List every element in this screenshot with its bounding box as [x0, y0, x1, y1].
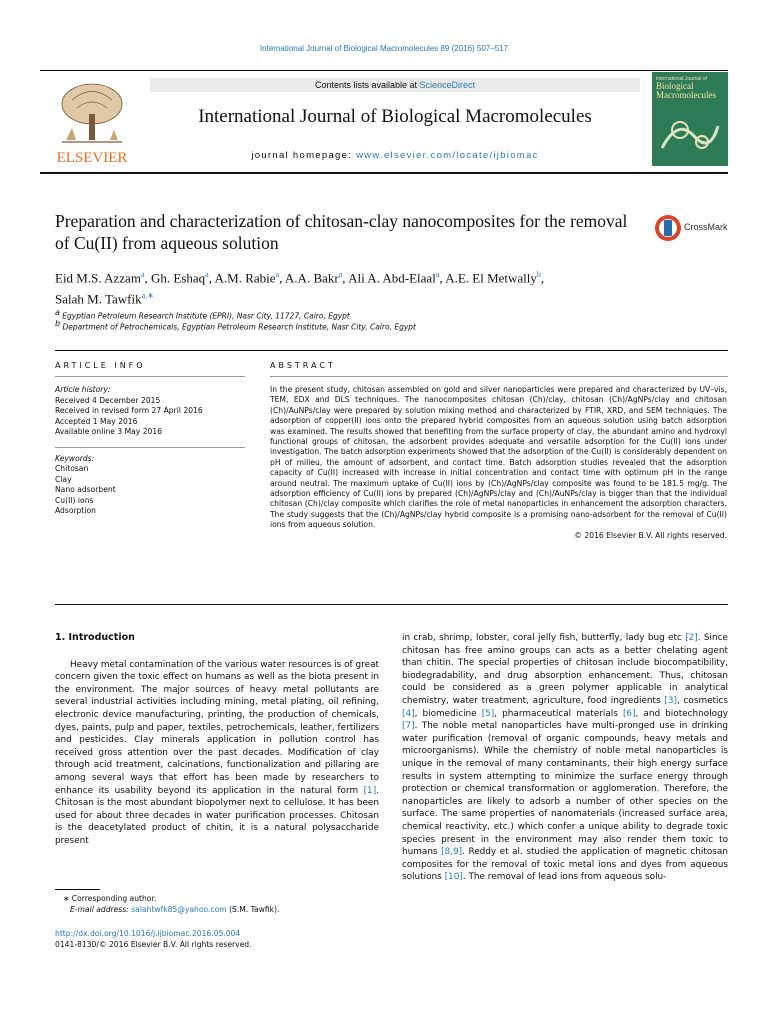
citation-link[interactable]: [7] — [402, 721, 415, 732]
author-name: Ali A. Abd-Elaal — [348, 270, 436, 286]
header-top-rule — [40, 70, 728, 71]
crossmark-label: CrossMark — [684, 222, 728, 232]
info-top-rule — [55, 350, 728, 351]
affiliation-b: $^b$ Department of Petrochemicals, Egyptian Petroleum Research Institute, Nasr City, Cairo, Egypt — [55, 319, 416, 332]
keyword: Clay — [55, 474, 72, 484]
svg-text:ELSEVIER: ELSEVIER — [56, 150, 128, 164]
history-item: Received 4 December 2015 — [55, 395, 161, 405]
author-name: Gh. Eshaq — [151, 270, 206, 286]
cover-art — [658, 108, 722, 160]
abstract-sub-rule — [270, 376, 728, 377]
author-list: Eid M.S. Azzam$^a$, Gh. Eshaq$^a$, A.M. Rabie$^a$, A.A. Bakr$^a$, Ali A. Abd-Elaal$^a$, A.E. El Metwally$^b$, Salah M. Tawfik$^{a,∗}$ — [55, 270, 545, 307]
body-text: , cosmetics — [676, 695, 728, 706]
elsevier-tree-logo — [52, 78, 132, 164]
body-text: Heavy metal contamination of the various water resources is of great concern given the toxic effect on humans as well as the biota present in the environment. The major sources of heavy metal pollutants are several industrial activities including mining, metal plating, oil refining, electronic device manufacturing, printing, the production of chemicals, dyes, paints, pulp and paper, textiles, petrochemicals, leather, fertilizers and pesticides. Clay minerals application in pollution control has received gross attention over the past decades. Modification of clay through acid treatment, calcinations, functionalization and pillaring are among several ways that effort has been made by researchers to enhance its usability beyond its application in the natural form — [55, 659, 379, 796]
body-column-left — [55, 632, 379, 848]
crossmark-badge[interactable] — [654, 214, 734, 244]
body-column-right — [402, 632, 728, 884]
body-text: , pharmaceutical materials — [494, 708, 623, 719]
article-info-heading: ARTICLE INFO — [55, 361, 146, 370]
footnote: ∗ Corresponding author. E-mail address: salahtwfk85@yahoo.com (S.M. Tawfik). — [63, 894, 280, 914]
abstract — [270, 385, 727, 541]
crossmark-icon — [654, 214, 682, 242]
author-name: A.E. El Metwally — [445, 270, 537, 286]
doi-block — [55, 928, 252, 950]
body-text: in crab, shrimp, lobster, coral jelly fish, butterfly, lady bug etc — [402, 633, 686, 643]
body-text: , and biotechnology — [635, 708, 728, 719]
body-text: . Reddy et al. studied the application of magnetic chitosan composites for the removal of toxic metal ions and dyes from aqueous solutions — [402, 847, 728, 883]
citation-link[interactable]: [1] — [363, 785, 377, 796]
citation-link[interactable]: [2] — [685, 633, 698, 643]
body-text: . Chitosan is the most abundant biopolymer next to cellulose. It has been used for about three decades in water purification processes. Chitosan is the deacetylated product of chitin, it is a natural polysaccharide present — [55, 785, 379, 846]
article-title: Preparation and characterization of chitosan-clay nanocomposites for the removal of Cu(II) from aqueous solution — [55, 211, 628, 253]
body-text: . The removal of lead ions from aqueous solu- — [462, 872, 667, 883]
author-name: Salah M. Tawfik — [55, 291, 142, 307]
body-text: . The noble metal nanoparticles have multi-pronged use in drinking water purification (removal of organic compounds, heavy metals and microorganisms). While the chemistry of noble metal nanoparticles is unique in the removal of many contaminants, their high energy surface results in system attempting to minimize the surface energy through protection or chemical transformation or agglomeration. Therefore, the nanoparticles are likely to adsorb a number of other species on the surface. The same properties of nanomaterials (increased surface area, chemical reactivity, etc.) which confer a unique ability to degrade toxic species present in the environment may also render them toxic to humans — [402, 721, 728, 858]
info-sub-rule — [55, 376, 245, 377]
footnote-rule — [55, 889, 100, 890]
affiliation-a: $^a$ Egyptian Petroleum Research Institute (EPRI), Nasr City, 11727, Cairo, Egypt — [55, 308, 350, 321]
abstract-heading: ABSTRACT — [270, 361, 336, 370]
citation-link[interactable]: [10] — [444, 872, 463, 883]
contents-line: Contents lists available at ScienceDirect — [314, 80, 476, 90]
sciencedirect-link[interactable]: ScienceDirect — [419, 80, 476, 90]
journal-homepage: journal homepage: www.elsevier.com/locate/ijbiomac — [251, 150, 539, 161]
article-info: Article history: Received 4 December 2015 Received in revised form 27 April 2016 Accepted 1 May 2016 Available online 3 May 2016 Keywords: Chitosan Clay Nano adsorbent Cu(II) ions Adsorption — [55, 385, 245, 517]
email-link[interactable]: salahtwfk85@yahoo.com — [131, 905, 227, 914]
doi-link[interactable]: http://dx.doi.org/10.1016/j.ijbiomac.2016.05.004 — [55, 929, 241, 938]
header-bottom-rule — [40, 172, 728, 174]
copyright: © 2016 Elsevier B.V. All rights reserved. — [574, 530, 727, 540]
body-paragraph — [55, 659, 379, 848]
history-item: Available online 3 May 2016 — [55, 427, 163, 436]
author-name: Eid M.S. Azzam — [55, 270, 141, 286]
citation-link[interactable]: [8,9] — [441, 847, 463, 858]
keyword: Nano adsorbent — [55, 485, 116, 494]
body-paragraph — [402, 632, 728, 884]
issn: 0141-8130/© 2016 Elsevier B.V. All rights reserved. — [55, 940, 252, 949]
author-name: A.M. Rabie — [214, 270, 276, 286]
section-heading: 1. Introduction — [55, 632, 135, 643]
citation-link[interactable]: [6] — [622, 708, 636, 719]
history-item: Accepted 1 May 2016 — [55, 416, 138, 426]
citation-link[interactable]: [3] — [664, 695, 677, 706]
author-name: A.A. Bakr — [284, 270, 339, 286]
citation-link[interactable]: [4] — [402, 708, 415, 719]
keyword: Adsorption — [55, 506, 96, 515]
keyword: Cu(II) ions — [55, 495, 94, 505]
body-text: . Since chitosan has free amino groups can acts as a better chelating agent than chitin. The special properties of chitosan include biocompatibility, biodegradability, and drug absorption enhancement. Thus, chitosan could be considered as a green polymer applicable in analytical chemistry, water treatment, agriculture, food ingredients — [402, 633, 728, 706]
keyword: Chitosan — [55, 464, 89, 473]
abstract-bottom-rule — [55, 604, 728, 605]
homepage-link[interactable]: www.elsevier.com/locate/ijbiomac — [356, 150, 539, 161]
journal-cover: International Journal of Biological Macromolecules — [652, 72, 728, 166]
abstract-text: In the present study, chitosan assembled on gold and silver nanoparticles were prepared and characterized by UV–vis, TEM, EDX and DLS techniques. The nanocomposites chitosan (Ch)/clay, chitosan (Ch)/AgNPs/clay and chitosan (Ch)/AuNPs/clay were prepared by solution mixing method and characterized by FTIR, XRD, and SEM techniques. The adsorption of copper(II) ions onto the prepared hybrid composites from an aqueous solution using batch adsorption was examined. The results showed that benefiting from the surface property of clay, the abundant amino and hydroxyl functional groups of chitosan, the adsorbent provides adequate and versatile adsorption for the Cu(II) ions under investigation. The batch adsorption experiments showed that the adsorption of the Cu(II) is considerably dependent on pH of milieu, the amount of adsorbent, and contact time. Batch adsorption studies revealed that the adsorption capacity of Cu(II) increased with increase in initial concentration and contact time with optimum pH in the range around neutral. The maximum uptake of Cu(II) ions by (Ch)/AgNPs/clay composite was found to be 181.5 mg/g. The adsorption efficiency of Cu(II) ions by prepared (Ch)/AgNPs/clay and (Ch)/AuNPs/clay is bigger than that the individual chitosan (Ch)/clay composite which clarifies the role of metal nanoparticles in enhancement the adsorption characters. The study suggests that the (Ch)/AgNPs/clay hybrid composite is a promising nano-adsorbent for the removal of Cu(II) ions from aqueous solution. — [270, 385, 727, 530]
journal-title: International Journal of Biological Macromolecules — [198, 106, 592, 127]
journal-reference[interactable]: International Journal of Biological Macromolecules 89 (2016) 507–517 — [259, 44, 509, 53]
body-text: , biomedicine — [414, 708, 482, 719]
citation-link[interactable]: [5] — [481, 708, 495, 719]
history-item: Received in revised form 27 April 2016 — [55, 406, 203, 415]
